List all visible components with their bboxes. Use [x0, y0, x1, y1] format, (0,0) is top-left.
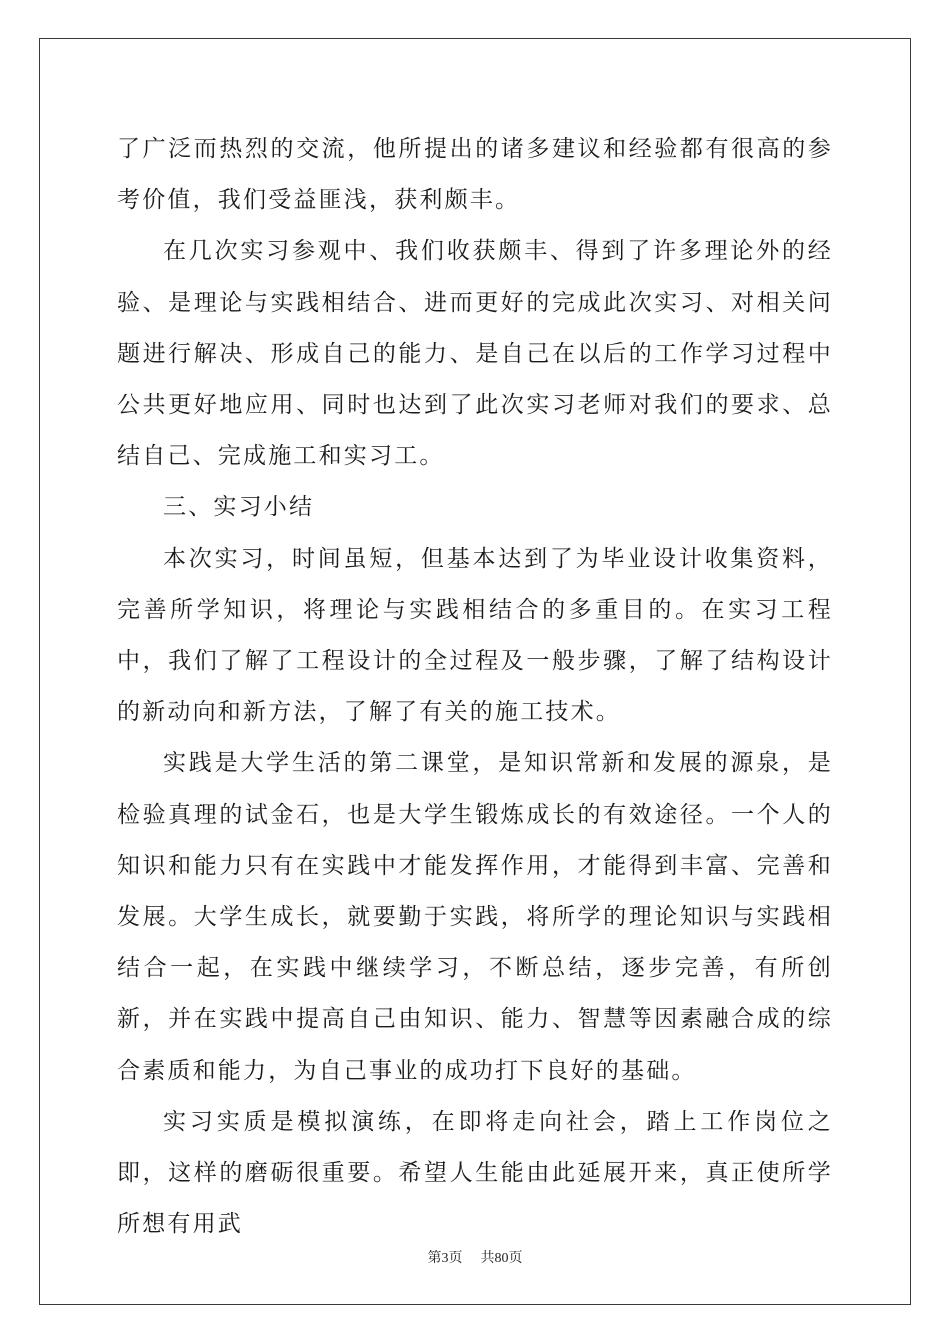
section-heading-summary: 三、实习小结 — [163, 494, 315, 521]
paragraph-continuation: 了广泛而热烈的交流，他所提出的诸多建议和经验都有很高的参考价值，我们受益匪浅，获利颇丰。 — [117, 136, 833, 214]
page-number: 第3页 — [427, 1251, 463, 1266]
document-body — [117, 124, 833, 1250]
paragraph-summary: 本次实习，时间虽短，但基本达到了为毕业设计收集资料，完善所学知识，将理论与实践相结合的多重目的。在实习工程中，我们了解了工程设计的全过程及一般步骤，了解了结构设计的新动向和新方法，了解了有关的施工技术。 — [117, 545, 833, 726]
paragraph-practice: 实践是大学生活的第二课堂，是知识常新和发展的源泉，是检验真理的试金石，也是大学生锻炼成长的有效途径。一个人的知识和能力只有在实践中才能发挥作用，才能得到丰富、完善和发展。大学生成长，就要勤于实践，将所学的理论知识与实践相结合一起，在实践中继续学习，不断总结，逐步完善，有所创新，并在实践中提高自己由知识、能力、智慧等因素融合成的综合素质和能力，为自己事业的成功打下良好的基础。 — [117, 750, 833, 1084]
paragraph-simulation: 实习实质是模拟演练，在即将走向社会，踏上工作岗位之即，这样的磨砺很重要。希望人生能由此延展开来，真正使所学所想有用武 — [117, 1108, 833, 1238]
paragraph-internship-visits: 在几次实习参观中、我们收获颇丰、得到了许多理论外的经验、是理论与实践相结合、进而更好的完成此次实习、对相关问题进行解决、形成自己的能力、是自己在以后的工作学习过程中公共更好地应用、同时也达到了此次实习老师对我们的要求、总结自己、完成施工和实习工。 — [117, 238, 833, 470]
page-total: 共80页 — [480, 1251, 523, 1266]
page-footer — [0, 1247, 950, 1267]
